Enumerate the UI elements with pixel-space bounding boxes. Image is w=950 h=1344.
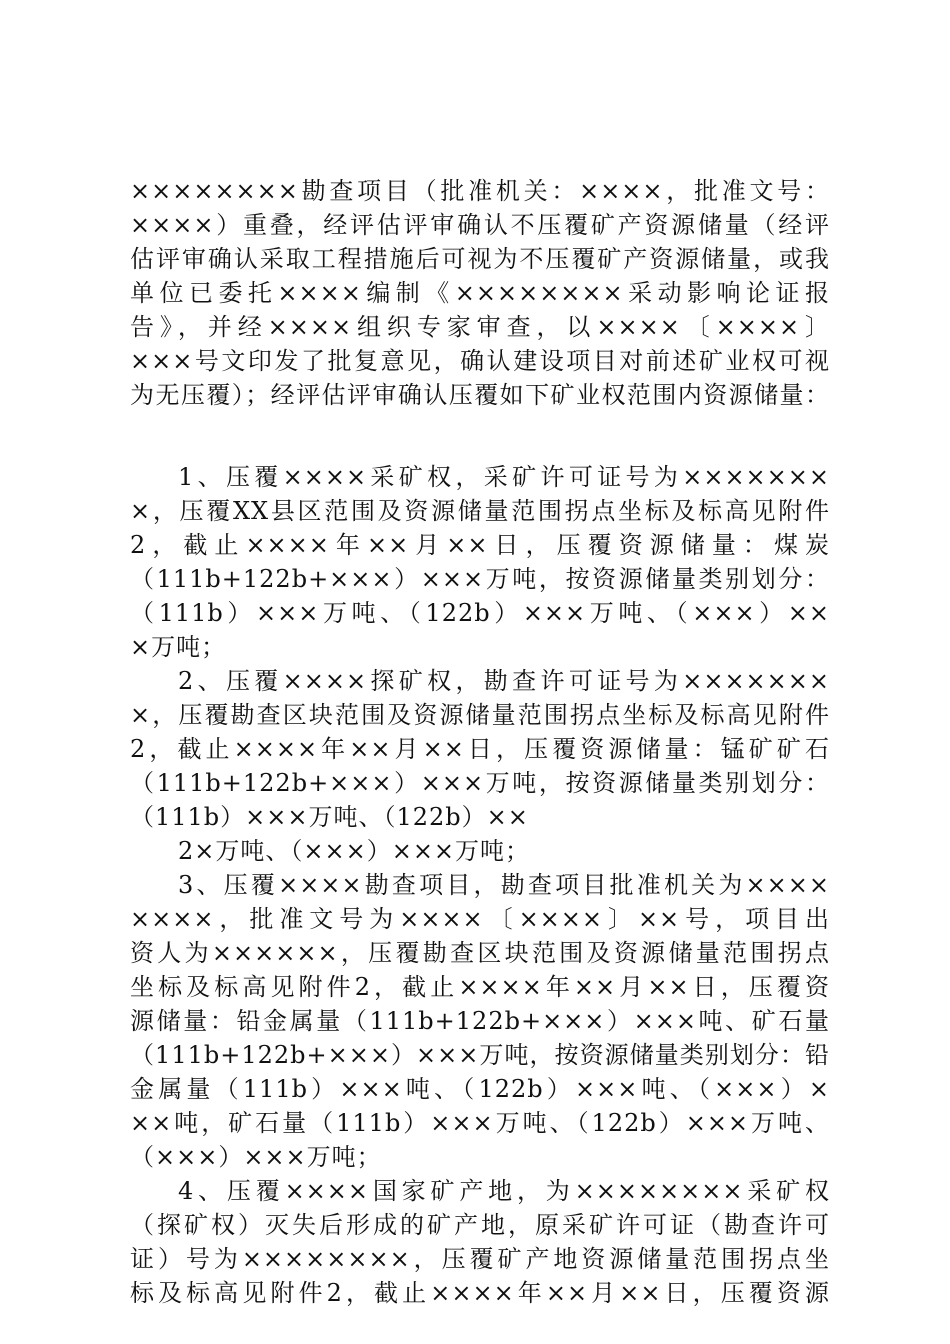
item-2-line: 2，截止××××年××月××日，压覆资源储量：锰矿矿石: [130, 735, 830, 763]
item-2-line: （111b）×××万吨、（122b）××: [130, 803, 529, 831]
item-1-line: ×万吨；: [130, 633, 227, 661]
item-4-line: 4、压覆××××国家矿产地，为××××××××采矿权: [178, 1177, 830, 1205]
item-3-line: 资人为××××××，压覆勘查区块范围及资源储量范围拐点: [130, 939, 830, 967]
item-3-line: ××××，批准文号为××××〔××××〕××号，项目出: [130, 905, 830, 933]
item-1-line: ×，压覆XX县区范围及资源储量范围拐点坐标及标高见附件: [130, 497, 830, 525]
intro-line: 估评审确认采取工程措施后可视为不压覆矿产资源储量，或我: [130, 245, 830, 273]
item-1-line: 1、压覆××××采矿权，采矿许可证号为×××××××: [178, 463, 830, 491]
intro-paragraph: [130, 174, 830, 412]
item-3-paragraph: [130, 868, 830, 1174]
item-2-line: ×，压覆勘查区块范围及资源储量范围拐点坐标及标高见附件: [130, 701, 830, 729]
item-3-line: ××吨，矿石量（111b）×××万吨、（122b）×××万吨、: [130, 1109, 830, 1137]
item-1-paragraph: [130, 460, 830, 664]
intro-line: ××××××××勘查项目（批准机关：××××，批准文号：: [130, 177, 830, 205]
intro-line: ××××）重叠，经评估评审确认不压覆矿产资源储量（经评: [130, 211, 830, 239]
intro-line: 告》，并经××××组织专家审查，以××××〔××××〕: [130, 313, 830, 341]
item-3-line: 源储量：铅金属量（111b+122b+×××）×××吨、矿石量: [130, 1007, 830, 1035]
item-3-line: （×××）×××万吨；: [130, 1143, 382, 1171]
document-body: [130, 174, 830, 1310]
item-4-line: 标及标高见附件2，截止××××年××月××日，压覆资源: [130, 1279, 830, 1307]
intro-line: 单位已委托××××编制《××××××××采动影响论证报: [130, 279, 830, 307]
item-1-line: （111b）×××万吨、（122b）×××万吨、（×××）××: [130, 599, 830, 627]
item-3-line: 坐标及标高见附件2，截止××××年××月××日，压覆资: [130, 973, 830, 1001]
item-3-line: 金属量（111b）×××吨、（122b）×××吨、（×××）×: [130, 1075, 830, 1103]
item-4-line: 证）号为××××××××，压覆矿产地资源储量范围拐点坐: [130, 1245, 830, 1273]
item-2-line: 2、压覆××××探矿权，勘查许可证号为×××××××: [178, 667, 830, 695]
item-2-paragraph: [130, 664, 830, 834]
item-1-line: （111b+122b+×××）×××万吨，按资源储量类别划分：: [130, 565, 830, 593]
item-3-line: 3、压覆××××勘查项目，勘查项目批准机关为××××: [178, 871, 830, 899]
item-2-continuation-line: 2×万吨、（×××）×××万吨；: [178, 837, 531, 865]
intro-line: ×××号文印发了批复意见，确认建设项目对前述矿业权可视: [130, 347, 830, 375]
item-2-line: （111b+122b+×××）×××万吨，按资源储量类别划分：: [130, 769, 830, 797]
item-2-continuation: [130, 834, 830, 868]
item-1-line: 2，截止××××年××月××日，压覆资源储量：煤炭: [130, 531, 830, 559]
intro-line: 为无压覆）；经评估评审确认压覆如下矿业权范围内资源储量：: [130, 381, 830, 409]
item-3-line: （111b+122b+×××）×××万吨，按资源储量类别划分：铅: [130, 1041, 830, 1069]
item-4-line: （探矿权）灭失后形成的矿产地，原采矿许可证（勘查许可: [130, 1211, 830, 1239]
item-4-paragraph: [130, 1174, 830, 1310]
